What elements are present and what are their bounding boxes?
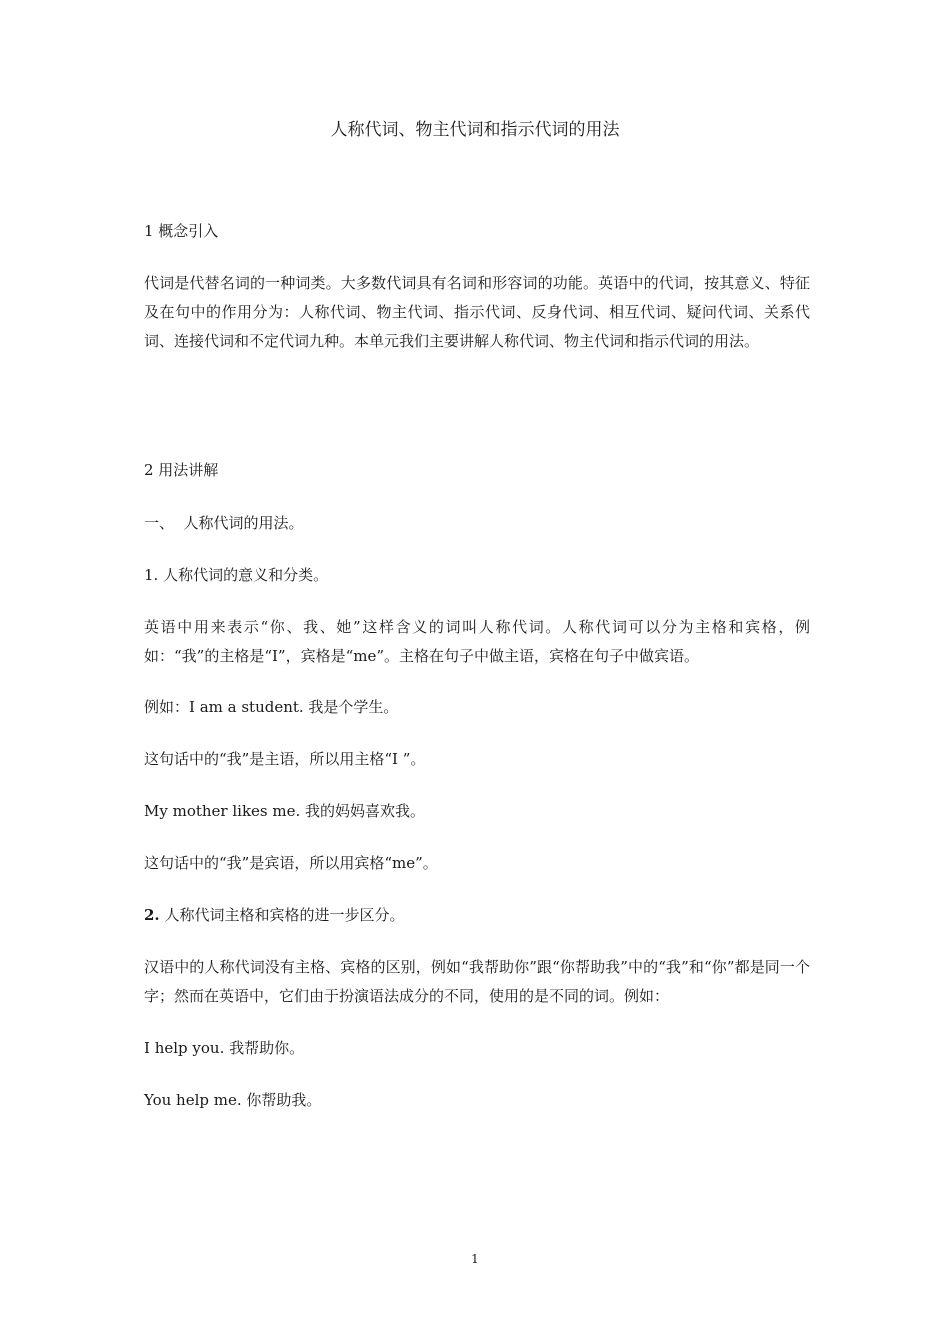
point1-example2: My mother likes me. 我的妈妈喜欢我。 xyxy=(144,802,426,820)
point1-example1: 例如：I am a student. 我是个学生。 xyxy=(144,698,399,716)
point1-note1: 这句话中的“我”是主语，所以用主格“I ”。 xyxy=(144,750,426,768)
section1-heading: 1 概念引入 xyxy=(144,222,219,240)
point2-number: 2. xyxy=(144,906,160,924)
point1-paragraph: 英语中用来表示“你、我、她”这样含义的词叫人称代词。人称代词可以分为主格和宾格，例如：“我”的主格是“I”，宾格是“me”。主格在句子中做主语，宾格在句子中做宾语。 xyxy=(144,618,810,665)
point2-example1: I help you. 我帮助你。 xyxy=(144,1039,305,1057)
point2-example2: You help me. 你帮助我。 xyxy=(144,1091,322,1109)
section2-heading: 2 用法讲解 xyxy=(144,461,219,479)
point2-paragraph: 汉语中的人称代词没有主格、宾格的区别，例如“我帮助你”跟“你帮助我”中的“我”和“你”都是同一个字；然而在英语中，它们由于扮演语法成分的不同，使用的是不同的词。例如： xyxy=(144,958,810,1005)
section2-subheading: 一、 人称代词的用法。 xyxy=(144,514,304,532)
section1-paragraph: 代词是代替名词的一种词类。大多数代词具有名词和形容词的功能。英语中的代词，按其意义、特征及在句中的作用分为：人称代词、物主代词、指示代词、反身代词、相互代词、疑问代词、关系代词、连接代词和不定代词九种。本单元我们主要讲解人称代词、物主代词和指示代词的用法。 xyxy=(144,274,810,350)
document-title: 人称代词、物主代词和指示代词的用法 xyxy=(330,120,620,140)
point2-heading xyxy=(144,905,816,925)
point1-note2: 这句话中的“我”是宾语，所以用宾格“me”。 xyxy=(144,854,438,872)
point1-heading: 1. 人称代词的意义和分类。 xyxy=(144,566,329,584)
point2-heading-text: 人称代词主格和宾格的进一步区分。 xyxy=(159,906,405,924)
page-number: 1 xyxy=(471,1252,479,1266)
